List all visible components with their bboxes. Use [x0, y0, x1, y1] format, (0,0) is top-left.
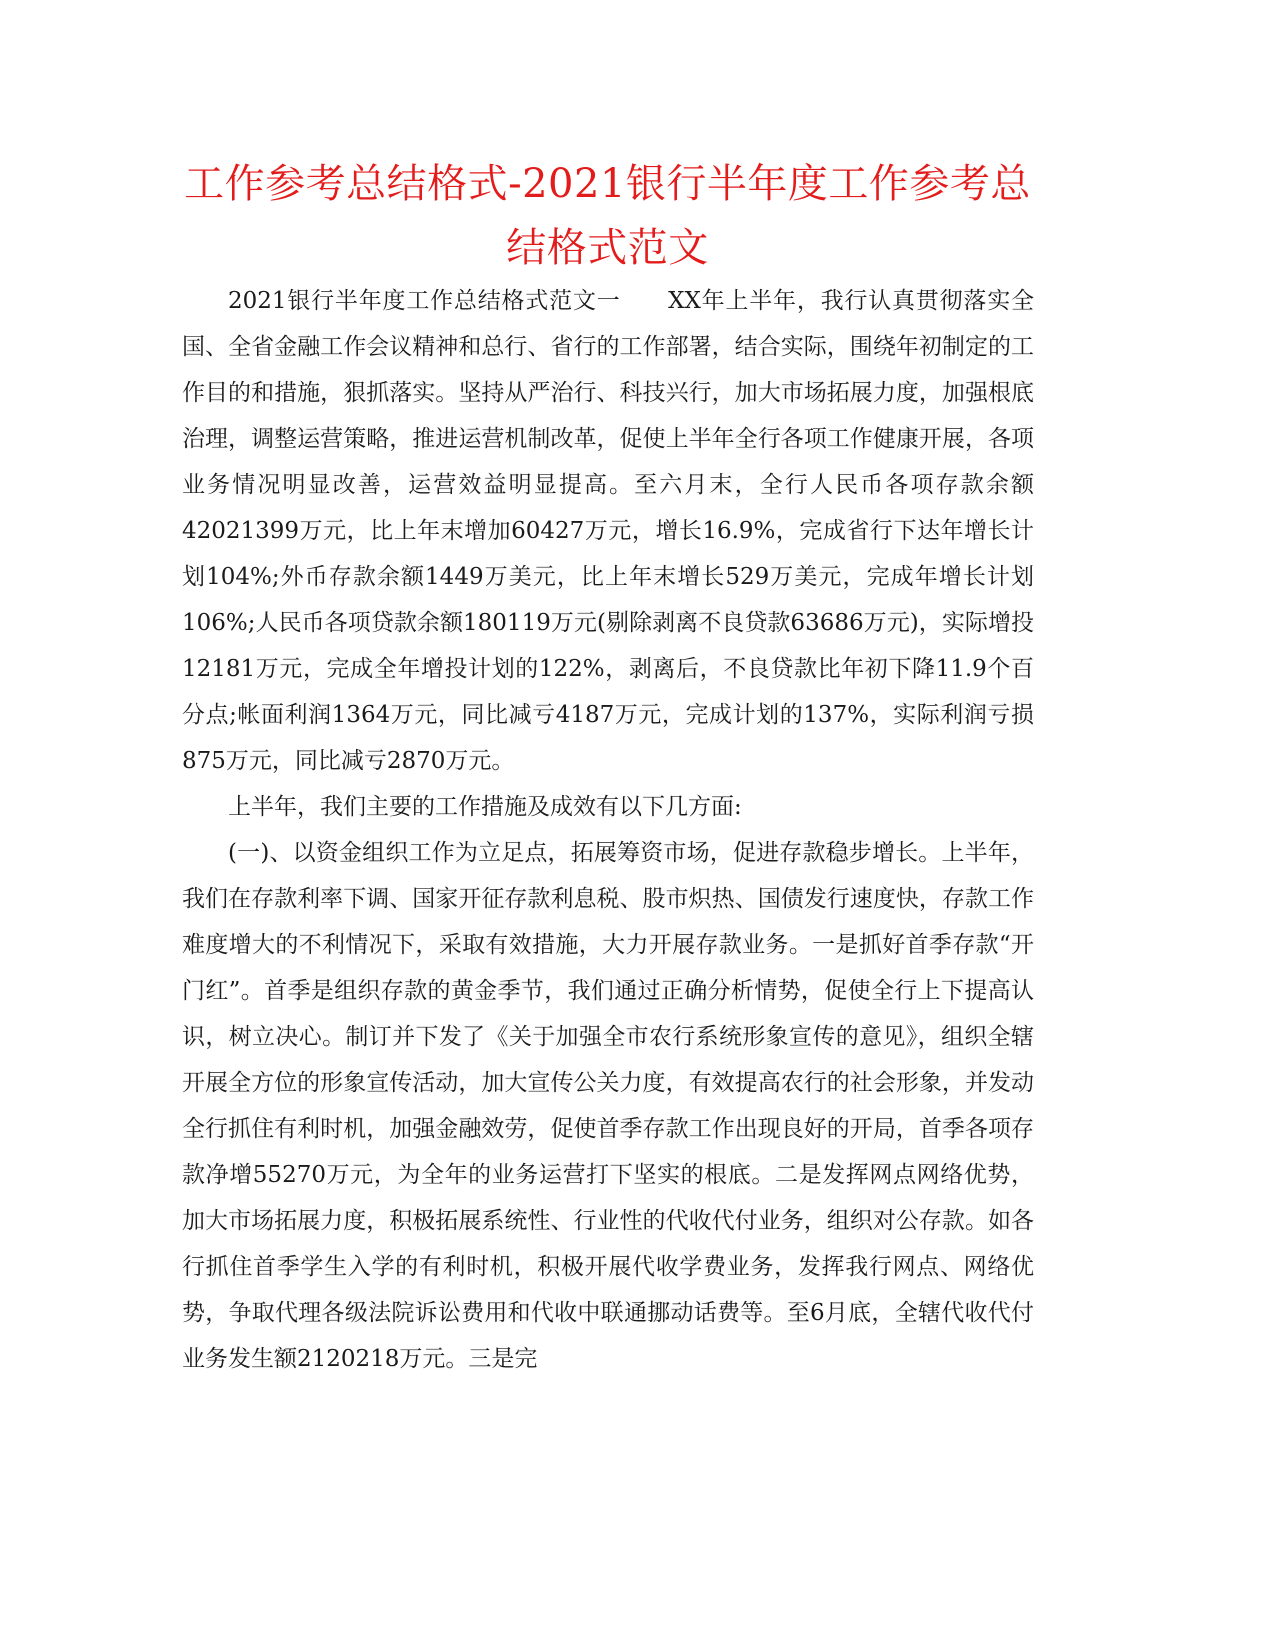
paragraph-summary: 2021银行半年度工作总结格式范文一 XX年上半年，我行认真贯彻落实全国、全省金融工作会议精神和总行、省行的工作部署，结合实际，围绕年初制定的工作目的和措施，狠抓落实。坚持从严治行、科技兴行，加大市场拓展力度，加强根底治理，调整运营策略，推进运营机制改革，促使上半年全行各项工作健康开展，各项业务情况明显改善，运营效益明显提高。至六月末，全行人民币各项存款余额42021399万元，比上年末增加60427万元，增长16.9%，完成省行下达年增长计划104%;外币存款余额1449万美元，比上年末增长529万美元，完成年增长计划106%;人民币各项贷款余额180119万元(剔除剥离不良贷款63686万元)，实际增投12181万元，完成全年增投计划的122%，剥离后，不良贷款比年初下降11.9个百分点;帐面利润1364万元，同比减亏4187万元，完成计划的137%，实际利润亏损875万元，同比减亏2870万元。 [182, 288, 1034, 774]
paragraph-deposit-work: (一)、以资金组织工作为立足点，拓展筹资市场，促进存款稳步增长。上半年，我们在存款利率下调、国家开征存款利息税、股市炽热、国债发行速度快，存款工作难度增大的不利情况下，采取有效措施，大力开展存款业务。一是抓好首季存款“开门红”。首季是组织存款的黄金季节，我们通过正确分析情势，促使全行上下提高认识，树立决心。制订并下发了《关于加强全市农行系统形象宣传的意见》，组织全辖开展全方位的形象宣传活动，加大宣传公关力度，有效提高农行的社会形象，并发动全行抓住有利时机，加强金融效劳，促使首季存款工作出现良好的开局，首季各项存款净增55270万元，为全年的业务运营打下坚实的根底。二是发挥网点网络优势，加大市场拓展力度，积极拓展系统性、行业性的代收代付业务，组织对公存款。如各行抓住首季学生入学的有利时机，积极开展代收学费业务，发挥我行网点、网络优势，争取代理各级法院诉讼费用和代收中联通挪动话费等。至6月底，全辖代收代付业务发生额2120218万元。三是完 [182, 840, 1034, 1372]
paragraph-intro-measures: 上半年，我们主要的工作措施及成效有以下几方面: [228, 794, 742, 820]
document-body [182, 278, 1034, 1382]
document-title: 工作参考总结格式-2021银行半年度工作参考总结格式范文 [184, 161, 1031, 271]
